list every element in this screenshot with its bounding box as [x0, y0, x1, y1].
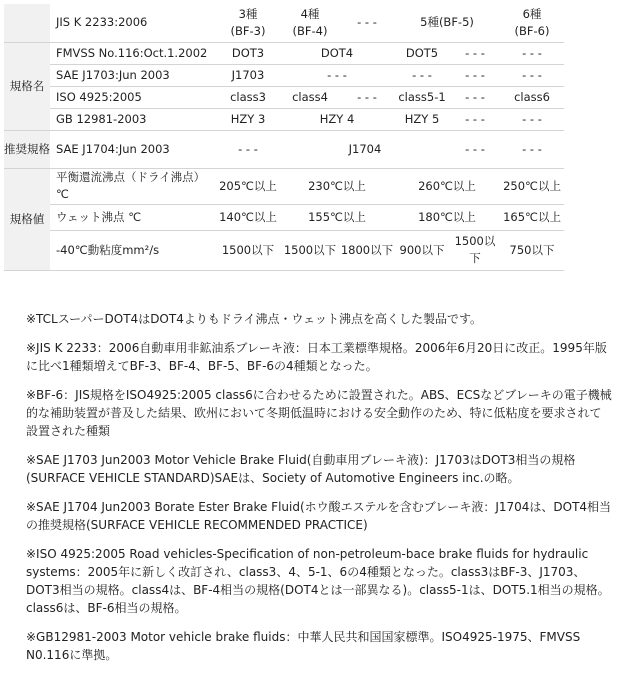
note-paragraph: ※JIS K 2233：2006自動車用非鉱油系ブレーキ液：日本工業標準規格。2006年6月20日に改正。1995年版に比べ1種類増えてBF-3、BF-4、BF-5、BF-6の4種類となった。	[26, 341, 607, 373]
table-cell: 250℃以上	[500, 168, 564, 204]
col-header-bf5: 5種(BF-5)	[394, 4, 500, 42]
table-cell: 1500以下	[216, 230, 280, 270]
table-cell: 900以下	[394, 230, 450, 270]
table-cell: 155℃以上	[280, 204, 394, 230]
table-row	[4, 168, 564, 204]
table-row	[4, 108, 564, 130]
table-cell: 140℃以上	[216, 204, 280, 230]
table-cell: DOT4	[280, 42, 394, 64]
table-cell: 180℃以上	[394, 204, 500, 230]
table-cell: - - -	[450, 64, 500, 86]
table-cell: 750以下	[500, 230, 564, 270]
table-cell: - - -	[450, 130, 500, 168]
table-cell: 260℃以上	[394, 168, 500, 204]
table-cell: 205℃以上	[216, 168, 280, 204]
table-cell: class3	[216, 86, 280, 108]
table-row	[4, 64, 564, 86]
table-cell: DOT3	[216, 42, 280, 64]
table-row	[4, 42, 564, 64]
table-row	[4, 230, 564, 270]
note-paragraph: ※GB12981-2003 Motor vehicle brake fluids：中華人民共和国国家標準。ISO4925-1975、FMVSS N0.116に準拠。	[26, 630, 581, 662]
table-cell: HZY 3	[216, 108, 280, 130]
row-label: -40℃動粘度mm²/s	[50, 230, 216, 270]
table-cell: 1800以下	[340, 230, 394, 270]
row-label: FMVSS No.116:Oct.1.2002	[50, 42, 216, 64]
table-cell: - - -	[340, 4, 394, 42]
table-cell: HZY 4	[280, 108, 394, 130]
table-cell: 230℃以上	[280, 168, 394, 204]
row-label: SAE J1703:Jun 2003	[50, 64, 216, 86]
col-header-bf6: 6種 (BF-6)	[500, 4, 564, 42]
col-header-bf4: 4種 (BF-4)	[280, 4, 340, 42]
table-cell: - - -	[450, 108, 500, 130]
table-cell: - - -	[500, 42, 564, 64]
table-cell: - - -	[394, 64, 450, 86]
spec-table	[4, 4, 564, 271]
table-cell: J1704	[280, 130, 450, 168]
table-row	[4, 86, 564, 108]
group-label-standards: 規格名	[4, 42, 50, 130]
table-row	[4, 204, 564, 230]
table-cell: class6	[500, 86, 564, 108]
col-header-bf3: 3種 (BF-3)	[216, 4, 280, 42]
table-row	[4, 4, 564, 42]
row-label: ISO 4925:2005	[50, 86, 216, 108]
row-label: SAE J1704:Jun 2003	[50, 130, 216, 168]
table-cell: - - -	[500, 108, 564, 130]
group-label-recommended: 推奨規格	[4, 130, 50, 168]
note-paragraph: ※SAE J1704 Jun2003 Borate Ester Brake Fluid(ホウ酸エステルを含むブレーキ液：J1704は、DOT4相当の推奨規格(SURFACE VEHICLE RECOMMENDED PRACTICE)	[26, 500, 612, 532]
table-cell: - - -	[500, 130, 564, 168]
group-label-values: 規格値	[4, 168, 50, 270]
table-cell: - - -	[216, 130, 280, 168]
notes-section	[26, 310, 612, 675]
table-cell: - - -	[280, 64, 394, 86]
table-cell: - - -	[340, 86, 394, 108]
table-row	[4, 130, 564, 168]
row-label: 平衡還流沸点（ドライ沸点）℃	[50, 168, 216, 204]
note-paragraph: ※BF-6：JIS規格をISO4925:2005 class6に合わせるために設置された。ABS、ECSなどブレーキの電子機械的な補助装置が普及した結果、欧州において冬期低温時における安全動作のため、特に低粘度を要求されて設置された種類	[26, 388, 612, 438]
table-cell: - - -	[450, 86, 500, 108]
note-paragraph: ※ISO 4925:2005 Road vehicles-Specification of non-petroleum-bace brake fluids for hydraulic systems：2005年に新しく改訂され、class3、4、5-1、6の4種類となった。class3はBF-3、J1703、DOT3相当の規格。class4は、BF-4相当の規格(DOT4とは一部異なる)。class5-1は、DOT5.1相当の規格。class6は、BF-6相当の規格。	[26, 547, 610, 615]
table-cell: DOT5	[394, 42, 450, 64]
table-cell: 1500以下	[280, 230, 340, 270]
note-paragraph: ※SAE J1703 Jun2003 Motor Vehicle Brake Fluid(自動車用ブレーキ液)：J1703はDOT3相当の規格(SURFACE VEHICLE STANDARD)SAEは、Society of Automotive Engineers inc.の略。	[26, 453, 576, 485]
table-cell: - - -	[450, 42, 500, 64]
note-paragraph: ※TCLスーパーDOT4はDOT4よりもドライ沸点・ウェット沸点を高くした製品です。	[26, 312, 483, 326]
row-label: GB 12981-2003	[50, 108, 216, 130]
table-cell: class4	[280, 86, 340, 108]
table-cell: J1703	[216, 64, 280, 86]
table-cell: 1500以下	[450, 230, 500, 270]
table-cell: 165℃以上	[500, 204, 564, 230]
row-label: ウェット沸点 ℃	[50, 204, 216, 230]
table-cell: HZY 5	[394, 108, 450, 130]
group-cell	[4, 4, 50, 42]
table-cell: class5-1	[394, 86, 450, 108]
row-label: JIS K 2233:2006	[50, 4, 216, 42]
table-cell: - - -	[500, 64, 564, 86]
